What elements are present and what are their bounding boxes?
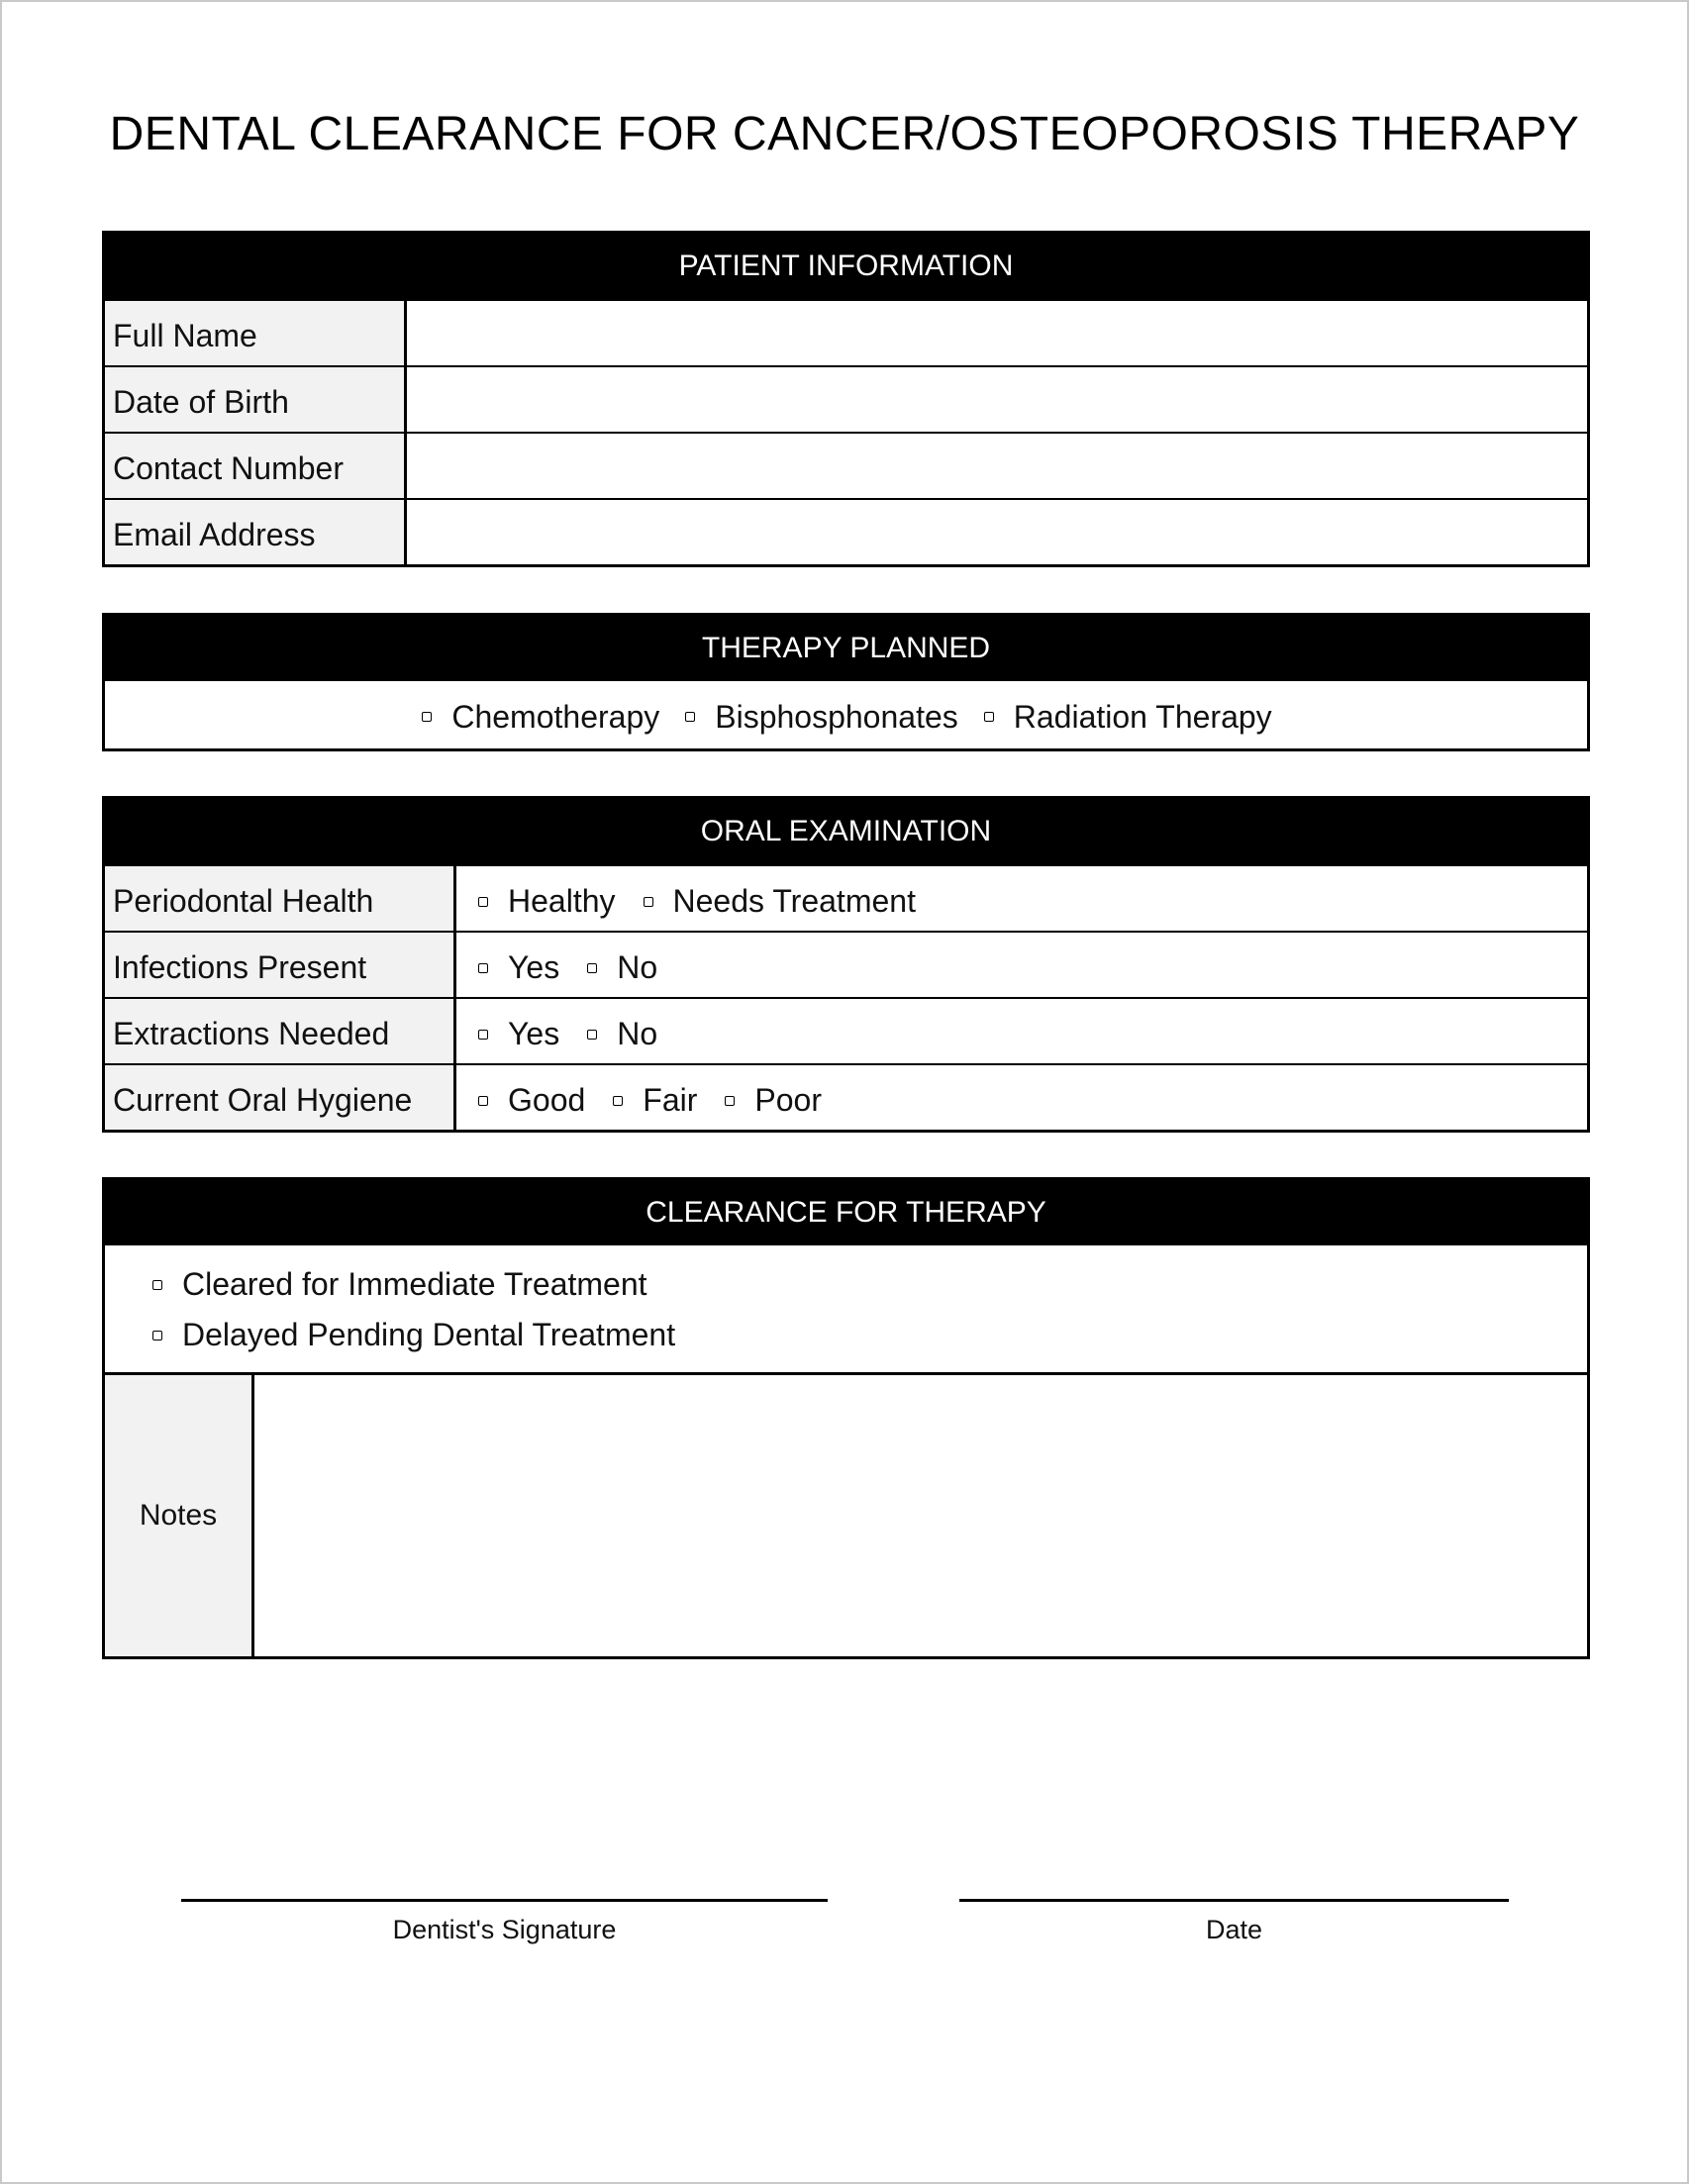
option-label: Cleared for Immediate Treatment — [182, 1266, 647, 1302]
date-of-birth-field[interactable] — [407, 367, 1587, 432]
clearance-options — [105, 1245, 1587, 1375]
option-label: No — [617, 1016, 658, 1051]
therapy-options — [105, 681, 1587, 748]
field-label: Contact Number — [105, 434, 407, 498]
option-label: Delayed Pending Dental Treatment — [182, 1317, 676, 1352]
dentist-signature-line[interactable] — [181, 1899, 828, 1902]
checkbox-icon[interactable] — [685, 712, 695, 722]
exam-row-periodontal-health — [105, 864, 1587, 931]
option-label: Chemotherapy — [451, 698, 660, 735]
exam-row-extractions-needed — [105, 997, 1587, 1063]
checkbox-icon[interactable] — [478, 963, 488, 973]
section-header-clearance: CLEARANCE FOR THERAPY — [105, 1180, 1587, 1245]
option-label: Bisphosphonates — [715, 698, 958, 735]
section-header-patient-information: PATIENT INFORMATION — [105, 234, 1587, 299]
notes-field[interactable] — [254, 1375, 1587, 1656]
checkbox-icon[interactable] — [587, 963, 597, 973]
checkbox-option-healthy[interactable] — [478, 883, 616, 920]
checkbox-option-no[interactable] — [587, 949, 657, 986]
section-header-therapy-planned: THERAPY PLANNED — [105, 616, 1587, 681]
checkbox-icon[interactable] — [478, 1030, 488, 1040]
checkbox-icon[interactable] — [984, 712, 994, 722]
notes-label: Notes — [105, 1375, 254, 1656]
checkbox-option-poor[interactable] — [725, 1082, 822, 1119]
checkbox-icon[interactable] — [152, 1331, 162, 1340]
exam-options — [456, 866, 1587, 931]
checkbox-option-chemotherapy[interactable] — [422, 699, 659, 736]
checkbox-option-needs-treatment[interactable] — [644, 883, 916, 920]
checkbox-icon[interactable] — [725, 1096, 735, 1106]
checkbox-icon[interactable] — [478, 1096, 488, 1106]
patient-information-section — [102, 231, 1590, 567]
checkbox-icon[interactable] — [422, 712, 432, 722]
date-label: Date — [1205, 1915, 1263, 1944]
option-label: No — [617, 949, 658, 985]
checkbox-icon[interactable] — [613, 1096, 623, 1106]
field-row-date-of-birth — [105, 365, 1587, 432]
oral-examination-section — [102, 796, 1590, 1133]
exam-label: Periodontal Health — [105, 866, 456, 931]
option-label: Healthy — [508, 883, 616, 919]
field-row-email-address — [105, 498, 1587, 564]
exam-row-current-oral-hygiene — [105, 1063, 1587, 1130]
option-label: Fair — [643, 1082, 698, 1118]
option-label: Yes — [508, 949, 560, 985]
option-label: Good — [508, 1082, 586, 1118]
contact-number-field[interactable] — [407, 434, 1587, 498]
therapy-planned-section — [102, 613, 1590, 751]
dentist-signature-label: Dentist's Signature — [392, 1915, 617, 1944]
checkbox-option-radiation-therapy[interactable] — [984, 699, 1272, 736]
full-name-field[interactable] — [407, 301, 1587, 365]
exam-label: Current Oral Hygiene — [105, 1065, 456, 1130]
checkbox-icon[interactable] — [152, 1280, 162, 1290]
date-signature-line[interactable] — [959, 1899, 1509, 1902]
option-label: Poor — [754, 1082, 822, 1118]
exam-options — [456, 933, 1587, 997]
section-header-oral-examination: ORAL EXAMINATION — [105, 799, 1587, 864]
option-label: Radiation Therapy — [1013, 698, 1272, 735]
field-label: Date of Birth — [105, 367, 407, 432]
checkbox-icon[interactable] — [478, 897, 488, 907]
clearance-section — [102, 1177, 1590, 1659]
field-label: Email Address — [105, 500, 407, 564]
checkbox-option-fair[interactable] — [613, 1082, 697, 1119]
exam-row-infections-present — [105, 931, 1587, 997]
exam-label: Infections Present — [105, 933, 456, 997]
checkbox-option-yes[interactable] — [478, 949, 559, 986]
page-title: DENTAL CLEARANCE FOR CANCER/OSTEOPOROSIS THERAPY — [109, 108, 1580, 160]
checkbox-option-yes[interactable] — [478, 1016, 559, 1052]
field-label: Full Name — [105, 301, 407, 365]
checkbox-option-good[interactable] — [478, 1082, 585, 1119]
email-address-field[interactable] — [407, 500, 1587, 564]
option-label: Needs Treatment — [672, 883, 916, 919]
checkbox-icon[interactable] — [587, 1030, 597, 1040]
exam-label: Extractions Needed — [105, 999, 456, 1063]
checkbox-icon[interactable] — [644, 897, 653, 907]
exam-options — [456, 999, 1587, 1063]
exam-options — [456, 1065, 1587, 1130]
field-row-contact-number — [105, 432, 1587, 498]
option-label: Yes — [508, 1016, 560, 1051]
checkbox-option-bisphosphonates[interactable] — [685, 699, 958, 736]
checkbox-option-no[interactable] — [587, 1016, 657, 1052]
checkbox-option-cleared-immediate[interactable] — [152, 1259, 1559, 1310]
field-row-full-name — [105, 299, 1587, 365]
checkbox-option-delayed-pending[interactable] — [152, 1310, 1559, 1360]
notes-row — [105, 1375, 1587, 1656]
